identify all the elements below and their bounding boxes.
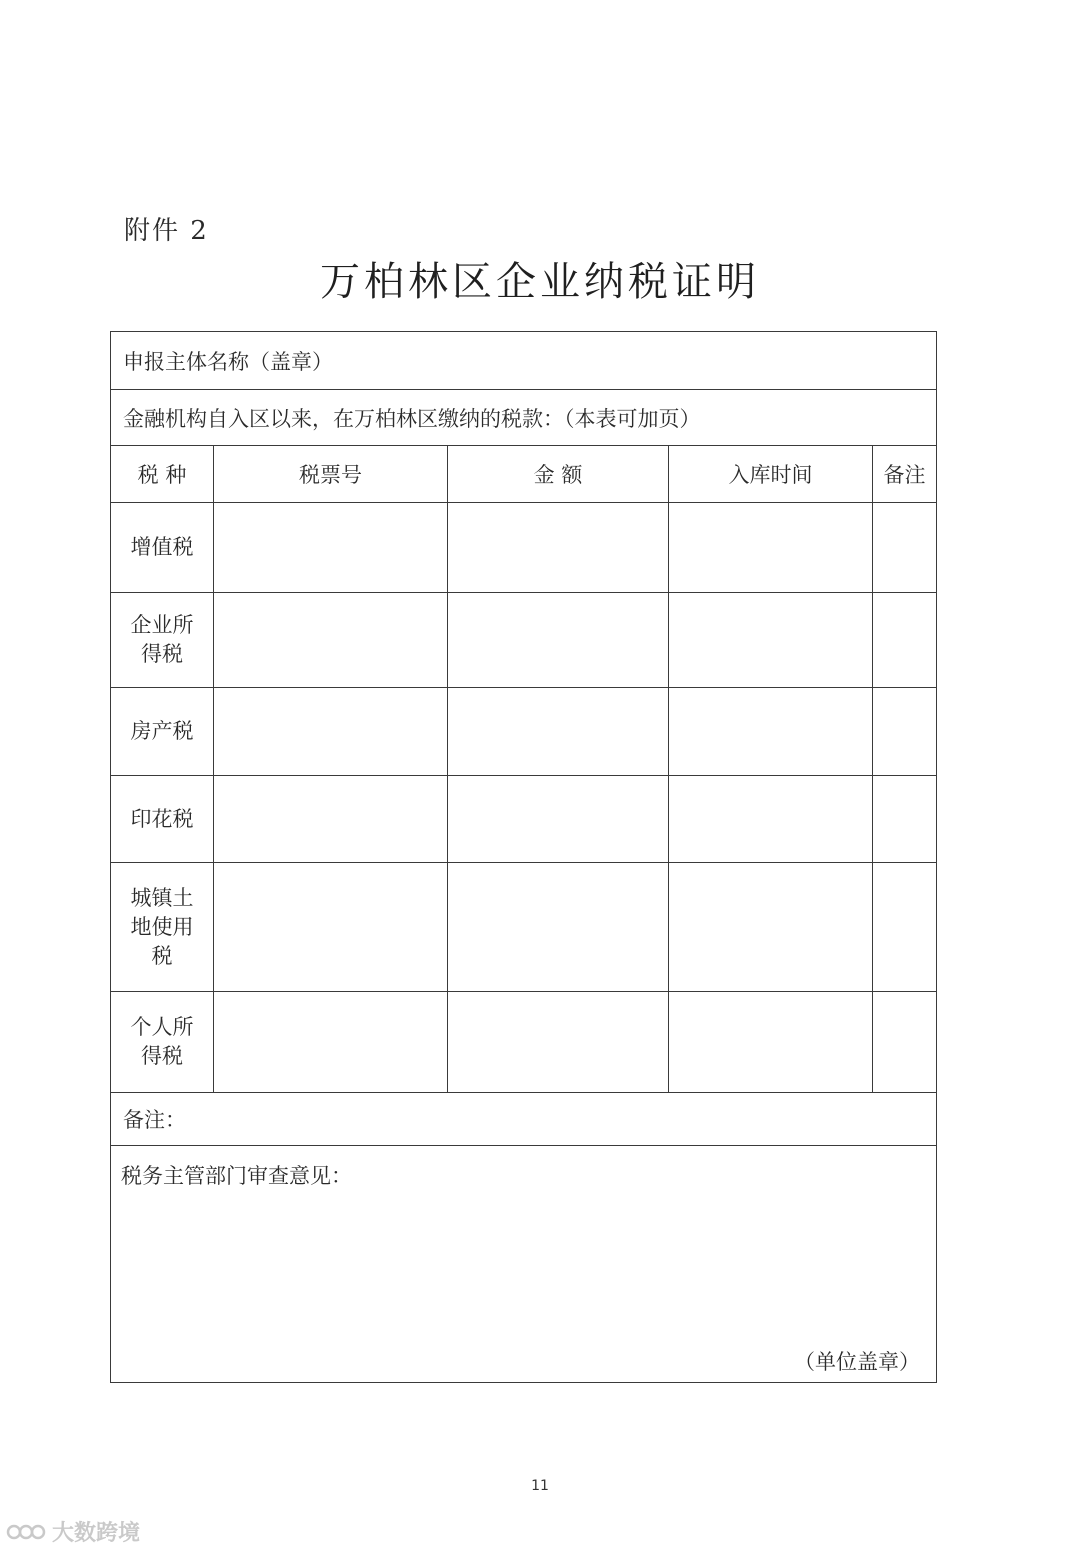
amount-field[interactable] (448, 593, 669, 688)
table-row (111, 776, 937, 863)
remarks-field[interactable] (873, 503, 937, 593)
table-row (111, 688, 937, 776)
ticket-number-field[interactable] (214, 776, 448, 863)
table-header-row (111, 446, 937, 503)
watermark (6, 1516, 140, 1547)
storage-time-field[interactable] (669, 688, 873, 776)
amount-field[interactable] (448, 688, 669, 776)
tax-type-cell (111, 992, 214, 1093)
column-header-amount: 金 额 (448, 446, 669, 503)
attachment-label: 附件 2 (124, 216, 209, 246)
remarks-field[interactable] (873, 776, 937, 863)
unit-seal-label: （单位盖章） (794, 1350, 921, 1374)
tax-type-cell (111, 863, 214, 992)
column-header-ticket-number: 税票号 (214, 446, 448, 503)
column-header-storage-time: 入库时间 (669, 446, 873, 503)
review-row (111, 1146, 937, 1383)
table-row (111, 503, 937, 593)
tax-type-label: 企业所 得税 (130, 613, 194, 666)
column-header-remarks: 备注 (873, 446, 937, 503)
amount-field[interactable] (448, 863, 669, 992)
tax-type-label: 房产税 (130, 719, 194, 743)
table-row (111, 992, 937, 1093)
applicant-row (111, 332, 937, 390)
storage-time-field[interactable] (669, 503, 873, 593)
storage-time-field[interactable] (669, 992, 873, 1093)
ticket-number-field[interactable] (214, 503, 448, 593)
remarks-field[interactable] (873, 992, 937, 1093)
storage-time-field[interactable] (669, 593, 873, 688)
remarks-field[interactable] (873, 863, 937, 992)
review-opinion-field[interactable] (111, 1146, 937, 1383)
amount-field[interactable] (448, 992, 669, 1093)
remarks-label: 备注： (111, 1093, 937, 1146)
ticket-number-field[interactable] (214, 863, 448, 992)
ticket-number-field[interactable] (214, 593, 448, 688)
applicant-name-label: 申报主体名称（盖章） (111, 332, 937, 390)
column-header-tax-type: 税 种 (111, 446, 214, 503)
tax-type-cell (111, 503, 214, 593)
tax-type-label: 印花税 (130, 806, 194, 831)
storage-time-field[interactable] (669, 863, 873, 992)
tax-type-label: 增值税 (130, 535, 194, 559)
watermark-logo-icon (6, 1519, 46, 1545)
tax-type-cell (111, 593, 214, 688)
document-title: 万柏林区企业纳税证明 (320, 259, 760, 305)
ticket-number-field[interactable] (214, 688, 448, 776)
tax-type-cell (111, 688, 214, 776)
page-number: 11 (531, 1478, 549, 1494)
tax-type-label: 城镇土 地使用 税 (130, 885, 194, 968)
remarks-field[interactable] (873, 688, 937, 776)
remarks-row (111, 1093, 937, 1146)
ticket-number-field[interactable] (214, 992, 448, 1093)
amount-field[interactable] (448, 503, 669, 593)
tax-type-cell (111, 776, 214, 863)
tax-type-label: 个人所 得税 (130, 1015, 194, 1068)
taxes-paid-row (111, 390, 937, 446)
tax-certificate-table (110, 331, 937, 1383)
review-opinion-label: 税务主管部门审查意见： (121, 1164, 352, 1188)
table-row (111, 593, 937, 688)
storage-time-field[interactable] (669, 776, 873, 863)
amount-field[interactable] (448, 776, 669, 863)
remarks-field[interactable] (873, 593, 937, 688)
taxes-paid-label: 金融机构自入区以来，在万柏林区缴纳的税款：（本表可加页） (111, 390, 937, 446)
watermark-text: 大数跨境 (52, 1521, 141, 1546)
table-row (111, 863, 937, 992)
